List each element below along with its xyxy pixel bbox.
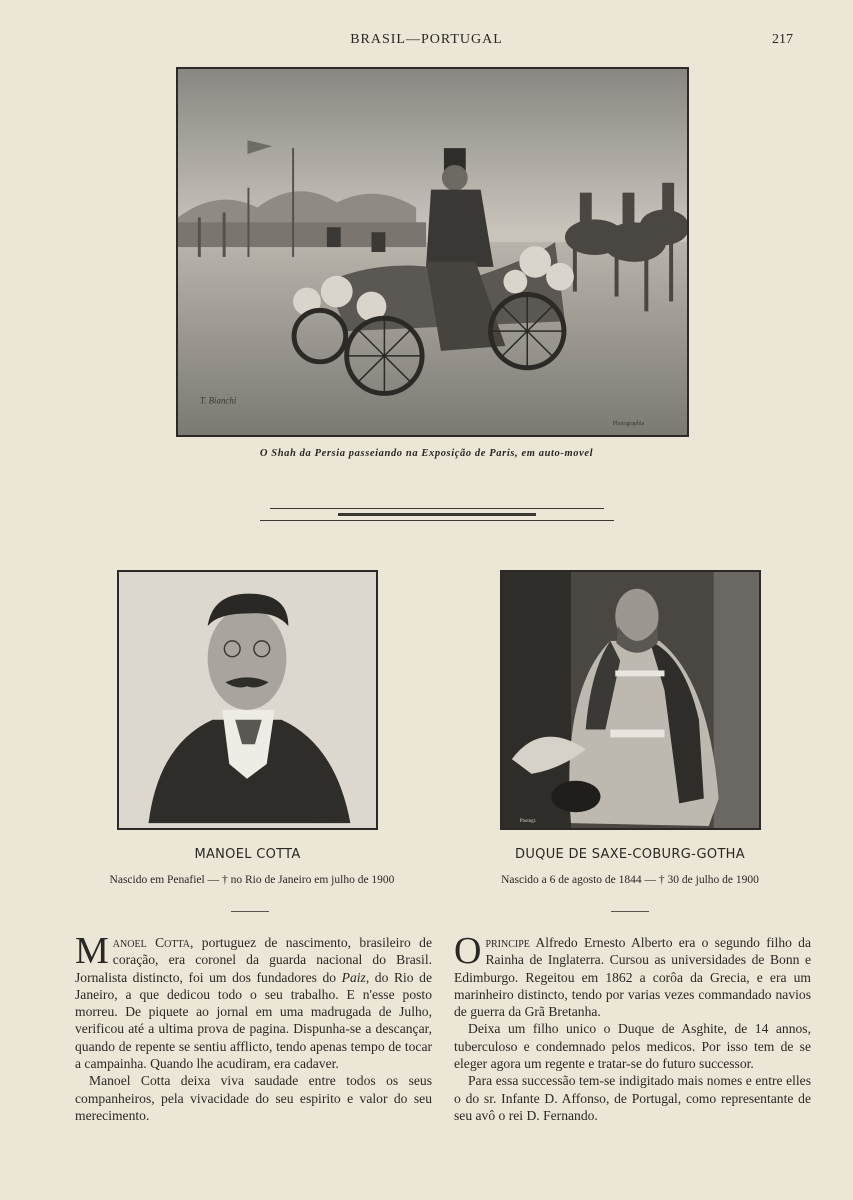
divider-rule-top: [270, 508, 604, 509]
article-paragraph: Para essa successão tem-se indigitado mais nomes e entre elles o do sr. Infante D. Affonso, de Portugal, como representante de seu avô o rei D. Fernando.: [454, 1073, 811, 1123]
portrait-subtitle-cotta: Nascido em Penafiel — † no Rio de Janeiro em julho de 1900: [109, 874, 395, 886]
newspaper-name: Paiz: [341, 969, 366, 985]
main-photo-caption: O Shah da Persia passeiando na Exposição de Paris, em auto-movel: [259, 448, 594, 459]
portrait-subtitle-duque: Nascido a 6 de agosto de 1844 — † 30 de julho de 1900: [501, 874, 759, 886]
manoel-cotta-portrait: [117, 570, 378, 830]
portrait-photo-credit: Photogr.: [313, 819, 331, 825]
paragraph-text: Alfredo Ernesto Alberto era o segundo filho da Rainha de Inglaterra. Cursou as universidades de Bonn e Edimburgo. Regeitou em 1862 a corôa da Grecia, e era um marinheiro distincto, tendo por varias vezes commandado navios de guerra da Grã Bretanha.: [454, 935, 811, 1020]
article-paragraph: Manoel Cotta deixa viva saudade entre todos os seus companheiros, pela vivacidade do seu espirito e valor do seu merecimento.: [75, 1073, 432, 1123]
article-duque: [454, 930, 811, 1124]
short-rule-left: [231, 911, 269, 912]
drop-cap: M: [75, 930, 109, 972]
photo-credit: Photographia: [612, 421, 645, 428]
portrait-name-duque: DUQUE DE SAXE-COBURG-GOTHA: [515, 847, 745, 862]
article-paragraph: [75, 930, 432, 1072]
lead-smallcaps: principe: [485, 935, 530, 950]
divider-rule-bottom: [260, 520, 614, 521]
page-number: 217: [772, 32, 793, 47]
short-rule-right: [611, 911, 649, 912]
running-head: BRASIL—PORTUGAL: [350, 32, 503, 47]
painter-signature: T. Bianchi: [199, 395, 237, 406]
portrait-photo-credit: Photogr.: [519, 819, 537, 825]
article-paragraph: [454, 930, 811, 1020]
portrait-name-cotta: MANOEL COTTA: [194, 847, 301, 862]
duque-saxe-coburg-portrait: [500, 570, 761, 830]
paragraph-text: , do Rio de Janeiro, a que dedicou todo o seu trabalho. E n'esse posto morreu. De piquete ao jornal em uma madrugada de Julho, verificou até a ultima prova de pagina. Dispunha-se a descançar, quando de repente se sentiu afflicto, tendo apenas tempo de tocar a campainha. Quando lhe acudiram, era cadaver.: [75, 969, 432, 1072]
divider-rule-thick: [338, 513, 536, 516]
lead-smallcaps: anoel Cotta: [112, 935, 190, 950]
shah-automobile-photo: [176, 67, 689, 437]
article-manoel-cotta: [75, 930, 432, 1124]
article-paragraph: Deixa um filho unico o Duque de Asghite, de 14 annos, tuberculoso e condemnado pelos medicos. Por isso tem de se eleger agora um regente e tratar-se do futuro successor.: [454, 1021, 811, 1072]
paragraph-text: , portuguez de nascimento, brasileiro de coração, era coronel da guarda nacional do Brasil. Jornalista distincto, foi um dos fundadores do: [75, 935, 432, 985]
drop-cap: O: [454, 930, 482, 972]
